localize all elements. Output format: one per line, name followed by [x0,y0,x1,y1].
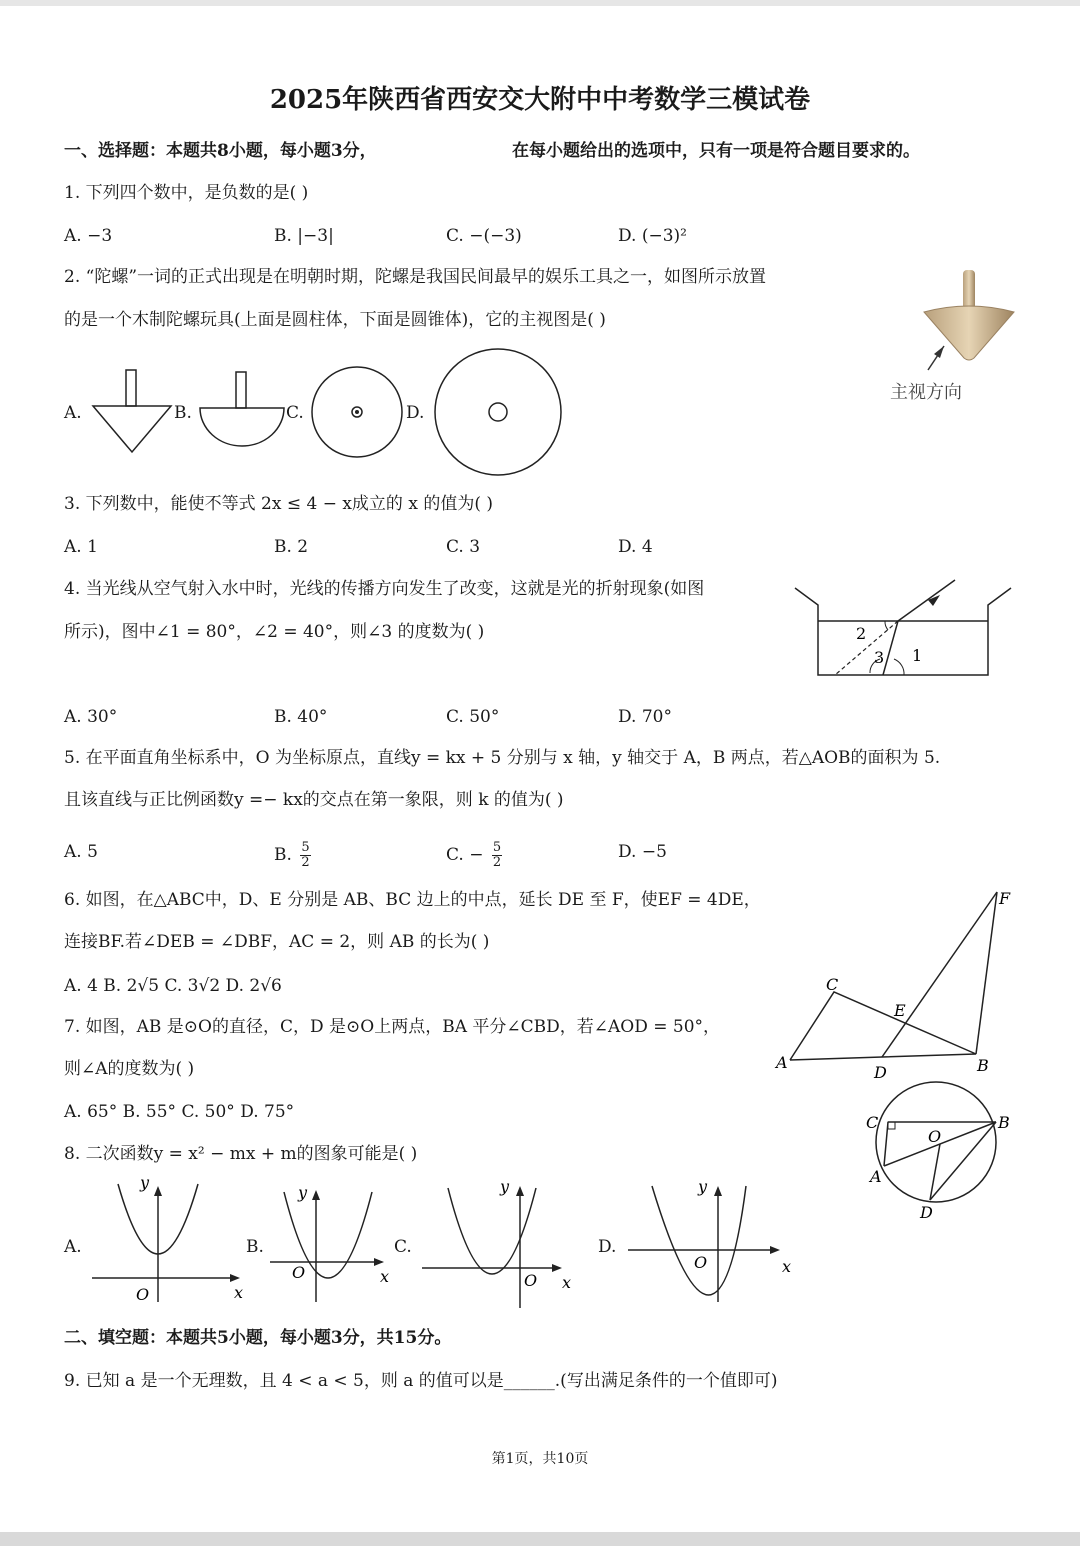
q8-graph-b [268,1176,398,1306]
q2-option-c: C. [286,403,304,423]
q1-option-c: C. −(−3) [446,226,522,246]
q7-label-a: A [870,1167,882,1186]
q8-c-y: y [500,1177,510,1196]
q4-option-a: A. 30° [64,707,118,727]
q8-b-x: x [380,1267,390,1286]
q8-graph-d [624,1172,804,1312]
q4-option-d: D. 70° [618,707,672,727]
q8-a-o: O [136,1285,150,1304]
q2-option-d: D. [406,403,425,423]
q7-options: A. 65° B. 55° C. 50° D. 75° [64,1102,295,1122]
q7-label-b: B [998,1113,1010,1132]
q7-label-o: O [928,1127,942,1146]
q5-option-d: D. −5 [618,842,667,862]
q6-options: A. 4 B. 2√5 C. 3√2 D. 2√6 [64,976,282,996]
q4-label-3: 3 [874,648,885,667]
q3-stem: 3. 下列数中，能使不等式 2x ≤ 4 − x成立的 x 的值为( ) [64,494,494,514]
q6-label-e: E [894,1001,906,1020]
q7-line1: 7. 如图，AB 是⊙O的直径，C，D 是⊙O上两点，BA 平分∠CBD，若∠AOD = 50°， [64,1017,721,1037]
q2-figure-b [196,370,288,450]
q1-option-d: D. (−3)² [618,226,687,246]
q3-option-d: D. 4 [618,537,653,557]
q8-stem: 8. 二次函数y = x² − mx + m的图象可能是( ) [64,1144,418,1164]
q2-figure-d [432,346,564,478]
q8-option-a: A. [64,1237,82,1257]
q4-refraction-figure [790,575,1015,680]
q3-option-b: B. 2 [274,537,309,557]
q7-label-d: D [920,1203,933,1222]
q6-label-d: D [874,1063,887,1082]
q4-label-1: 1 [912,646,923,665]
q6-label-b: B [977,1056,989,1075]
q6-line1: 6. 如图，在△ABC中，D、E 分别是 AB、BC 边上的中点，延长 DE 至 F，使EF = 4DE， [64,890,761,910]
q2-line1: 2. “陀螺”一词的正式出现是在明朝时期，陀螺是我国民间最早的娱乐工具之一，如图所示放置 [64,267,767,287]
q8-b-o: O [292,1263,306,1282]
q2-line2: 的是一个木制陀螺玩具(上面是圆柱体，下面是圆锥体)，它的主视图是( ) [64,310,606,330]
q1-option-b: B. |−3| [274,226,334,246]
q4-label-2: 2 [856,624,867,643]
q3-option-a: A. 1 [64,537,98,557]
q5-fraction-c: $\frac{5}{2}$ [492,840,502,870]
q3-option-c: C. 3 [446,537,481,557]
q2-figure-c [310,365,404,459]
q8-c-o: O [524,1271,538,1290]
q8-option-d: D. [598,1237,617,1257]
q8-option-c: C. [394,1237,412,1257]
page-title: 2025年陕西省西安交大附中中考数学三模试卷 [269,85,811,115]
q1-option-a: A. −3 [64,226,113,246]
section1-heading-tail: 在每小题给出的选项中，只有一项是符合题目要求的。 [512,141,920,161]
q6-triangle-figure [770,888,1020,1082]
q8-d-y: y [698,1177,708,1196]
q8-graph-a [88,1173,248,1306]
q8-b-y: y [298,1183,308,1202]
q7-line2: 则∠A的度数为( ) [64,1059,195,1079]
q6-label-a: A [776,1053,788,1072]
q2-option-a: A. [64,403,82,423]
q1-stem: 1. 下列四个数中，是负数的是( ) [64,183,309,203]
q6-label-c: C [826,975,839,994]
view-arrow-head [934,346,944,358]
q4-option-b: B. 40° [274,707,328,727]
view-direction-caption: 主视方向 [890,382,962,403]
q2-option-b: B. [174,403,192,423]
q9-stem: 9. 已知 a 是一个无理数，且 4 < a < 5，则 a 的值可以是______.(写出满足条件的一个值即可) [64,1371,778,1391]
q5-line1: 5. 在平面直角坐标系中，O 为坐标原点，直线y = kx + 5 分别与 x 轴，y 轴交于 A，B 两点，若△AOB的面积为 5. [64,748,941,768]
q8-d-o: O [694,1253,708,1272]
q6-label-f: F [999,889,1011,908]
q5-option-a: A. 5 [64,842,98,862]
q8-c-x: x [562,1273,572,1292]
q4-line2: 所示)，图中∠1 = 80°，∠2 = 40°，则∠3 的度数为( ) [64,622,485,642]
q7-circle-figure [862,1080,1022,1225]
section1-heading: 一、选择题：本题共8小题，每小题3分， [64,141,377,161]
q8-a-y: y [140,1173,150,1192]
q4-line1: 4. 当光线从空气射入水中时，光线的传播方向发生了改变，这就是光的折射现象(如图 [64,579,705,599]
bottom-bar [0,1532,1080,1546]
q5-option-c: C. − $\frac{5}{2}$ [446,840,502,870]
q4-option-c: C. 50° [446,707,500,727]
q8-option-b: B. [246,1237,264,1257]
q2-figure-a [90,368,180,456]
q8-graph-c [420,1172,580,1312]
q5-fraction-b: $\frac{5}{2}$ [301,840,310,870]
q5-option-b: B. $\frac{5}{2}$ [274,840,310,870]
top-bar [0,0,1080,6]
q5-line2: 且该直线与正比例函数y =− kx的交点在第一象限，则 k 的值为( ) [64,790,564,810]
q8-d-x: x [782,1257,792,1276]
q6-line2: 连接BF.若∠DEB = ∠DBF，AC = 2，则 AB 的长为( ) [64,932,490,952]
section2-heading: 二、填空题：本题共5小题，每小题3分，共15分。 [64,1328,452,1348]
q8-a-x: x [234,1283,244,1302]
q7-label-c: C [866,1113,879,1132]
page-footer: 第1页，共10页 [491,1451,589,1467]
